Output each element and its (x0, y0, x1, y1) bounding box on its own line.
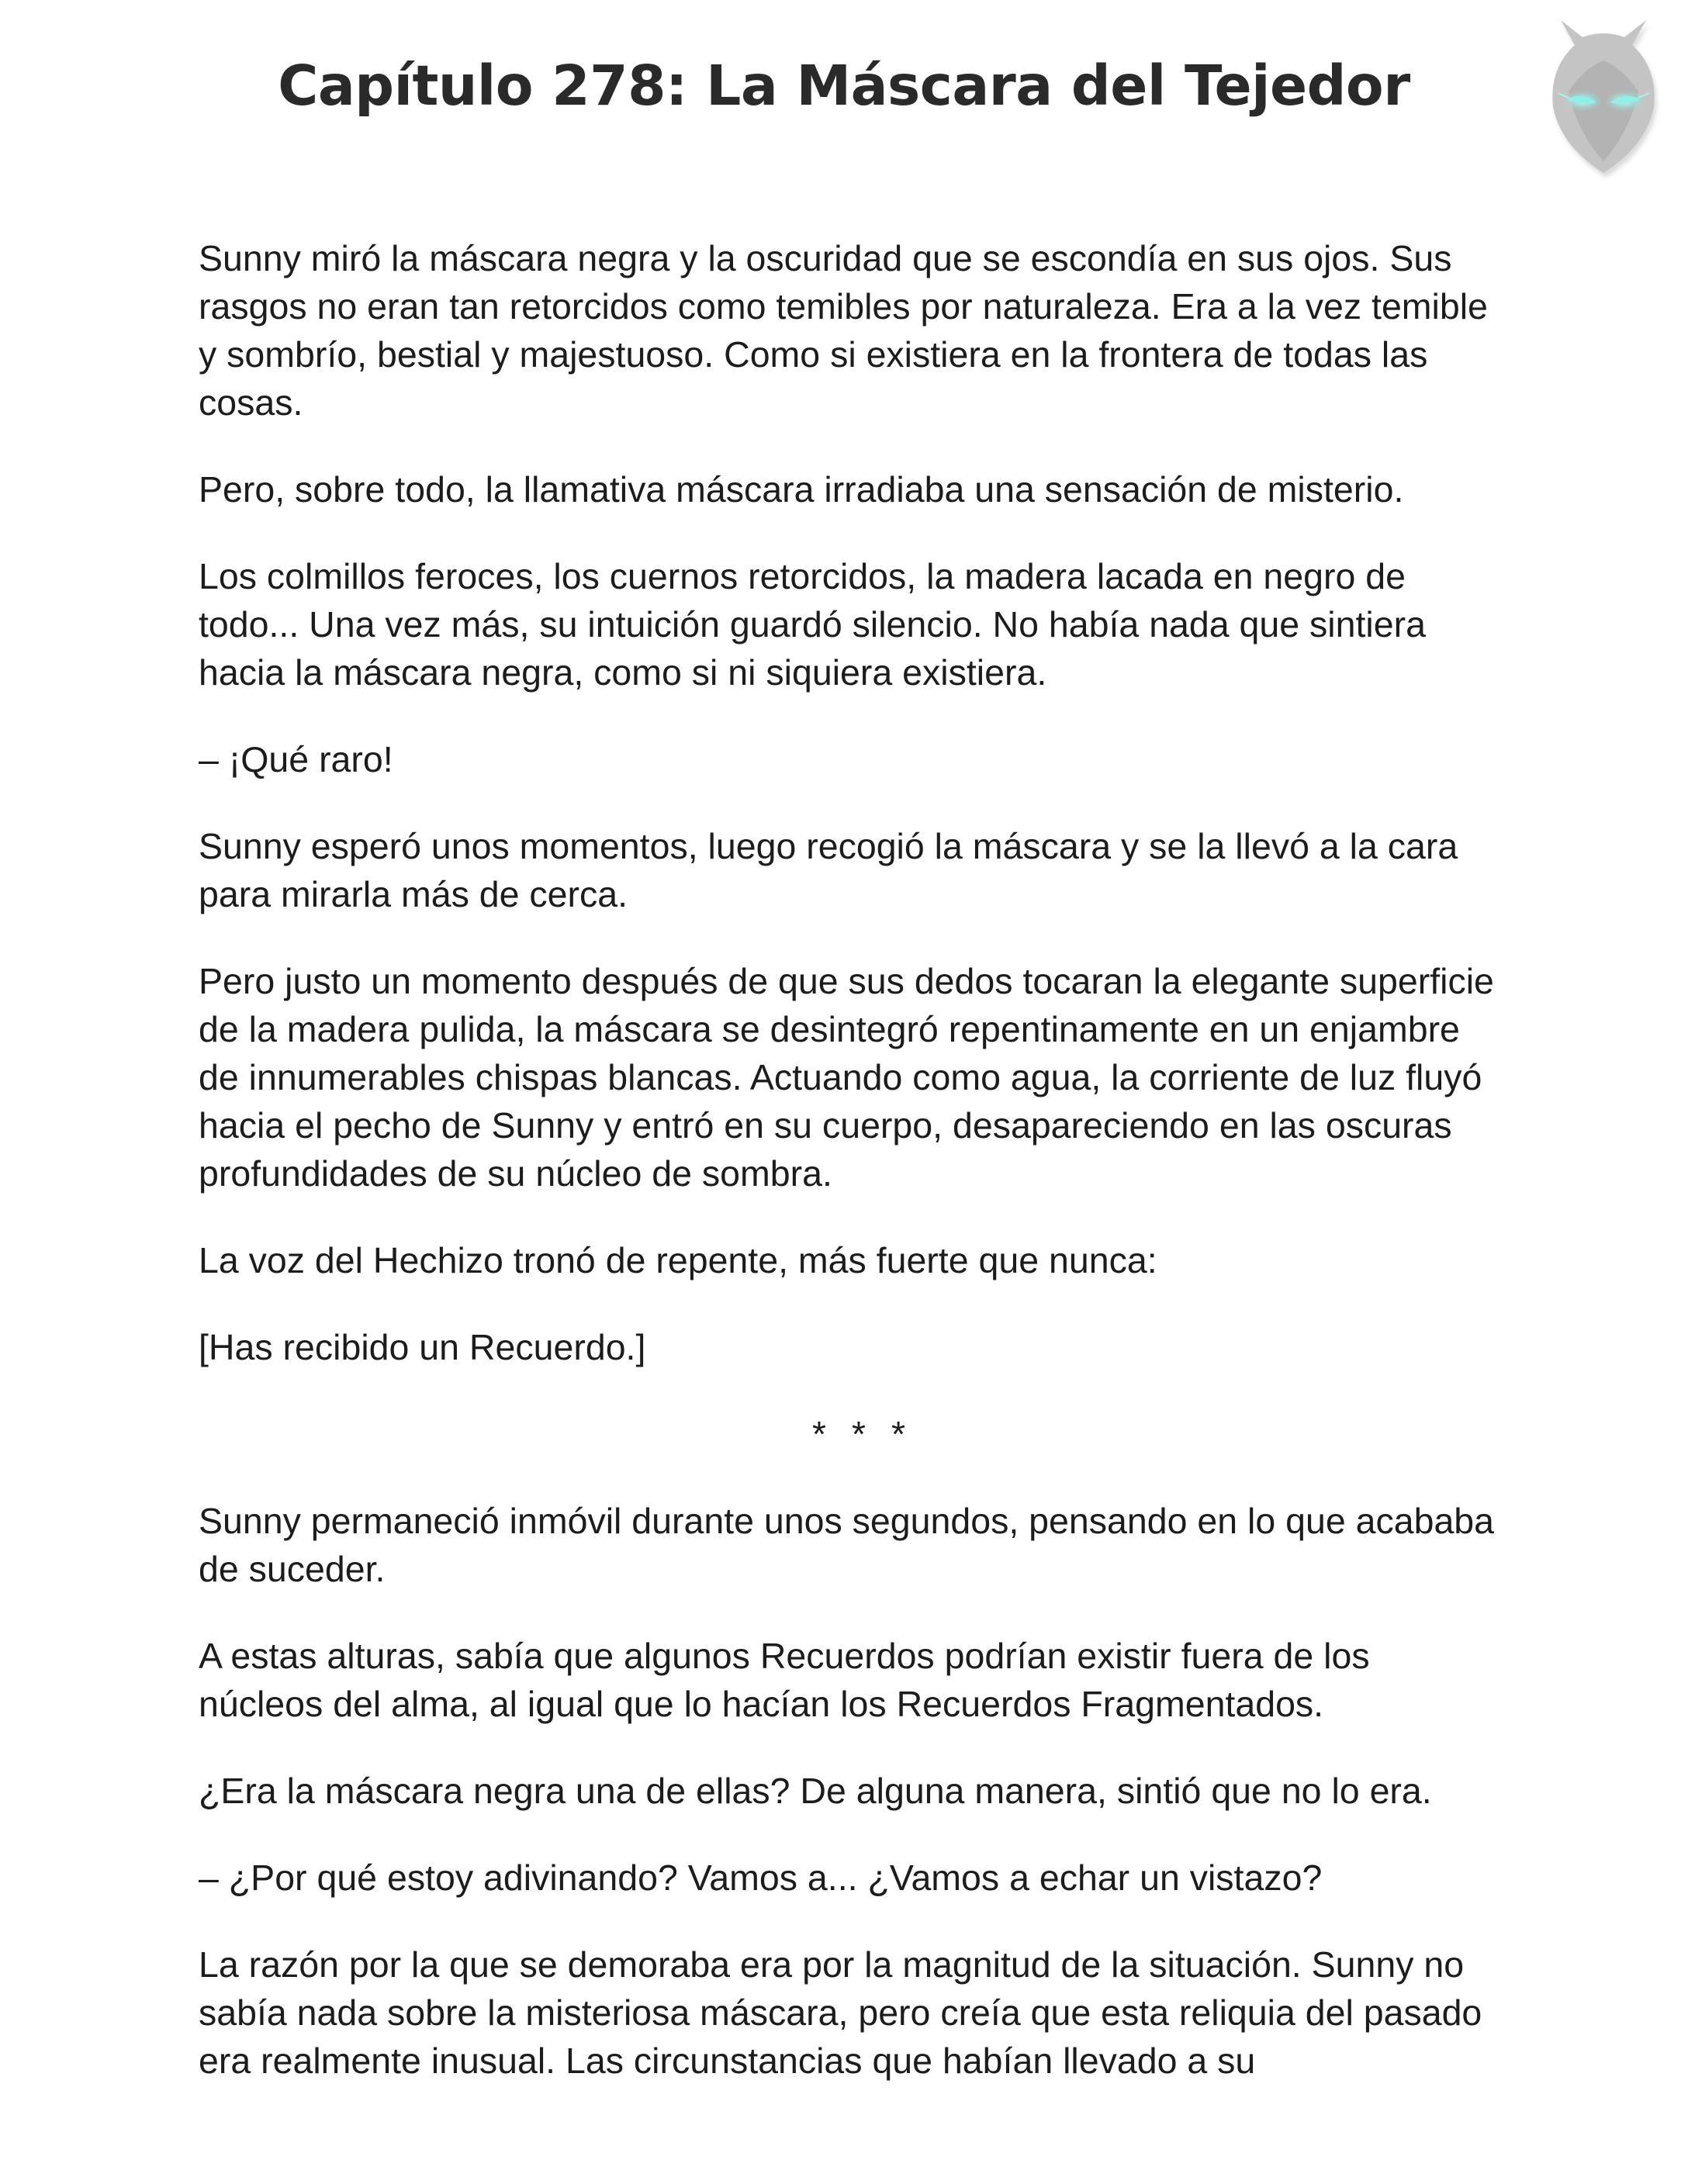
paragraph: La razón por la que se demoraba era por la magnitud de la situación. Sunny no sabía nada sobre la misteriosa máscara, pero creía que esta reliquia del pasado era realmente inusual. Las circunstancias que habían llevado a su (199, 1944, 1482, 2081)
demon-head-icon-svg (1530, 14, 1677, 185)
paragraph: Sunny permaneció inmóvil durante unos segundos, pensando en lo que acababa de suceder. (199, 1501, 1495, 1589)
paragraph: A estas alturas, sabía que algunos Recuerdos podrían existir fuera de los núcleos del alma, al igual que lo hacían los Recuerdos Fragmentados. (199, 1636, 1370, 1724)
paragraph: [Has recibido un Recuerdo.] (199, 1327, 646, 1367)
paragraph: Sunny esperó unos momentos, luego recogió la máscara y se la llevó a la cara para mirarla más de cerca. (199, 826, 1458, 914)
paragraph: Sunny miró la máscara negra y la oscuridad que se escondía en sus ojos. Sus rasgos no eran tan retorcidos como temibles por naturaleza. Era a la vez temible y sombrío, bestial y majestuoso. Como si existiera en la frontera de todas las cosas. (199, 238, 1488, 423)
paragraph: – ¡Qué raro! (199, 739, 393, 779)
paragraph: – ¿Por qué estoy adivinando? Vamos a... ¿Vamos a echar un vistazo? (199, 1857, 1323, 1898)
chapter-title: Capítulo 278: La Máscara del Tejedor (278, 54, 1410, 118)
demon-head-icon (1530, 14, 1677, 185)
paragraph: La voz del Hechizo tronó de repente, más fuerte que nunca: (199, 1240, 1157, 1280)
paragraph: Los colmillos feroces, los cuernos retorcidos, la madera lacada en negro de todo... Una vez más, su intuición guardó silencio. No había nada que sintiera hacia la máscara negra, como si ni siquiera existiera. (199, 556, 1426, 693)
scene-separator: * * * (811, 1414, 914, 1454)
paragraph: Pero, sobre todo, la llamativa máscara irradiaba una sensación de misterio. (199, 469, 1404, 510)
paragraph: ¿Era la máscara negra una de ellas? De alguna manera, sintió que no lo era. (199, 1771, 1432, 1811)
paragraph: Pero justo un momento después de que sus dedos tocaran la elegante superficie de la madera pulida, la máscara se desintegró repentinamente en un enjambre de innumerables chispas blancas. Actuando como agua, la corriente de luz fluyó hacia el pecho de Sunny y entró en su cuerpo, desapareciendo en las oscuras profundidades de su núcleo de sombra. (199, 961, 1494, 1194)
chapter-body (199, 234, 1496, 2124)
